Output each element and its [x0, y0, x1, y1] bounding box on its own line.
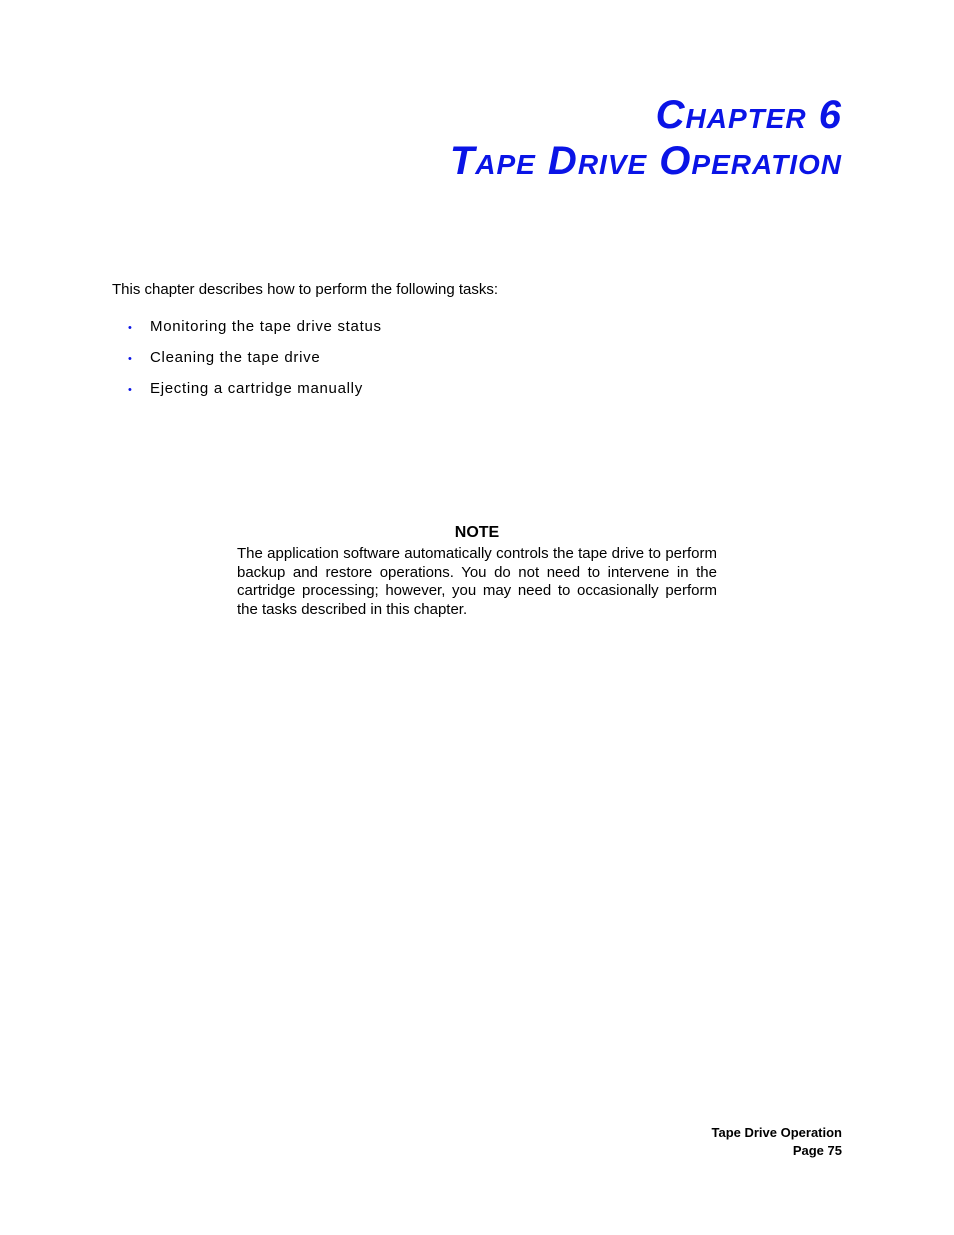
bullet-icon: • [128, 384, 133, 396]
page-footer [711, 1124, 842, 1160]
bullet-icon: • [128, 322, 133, 334]
task-text: Monitoring the tape drive status [150, 318, 382, 335]
note-box [237, 523, 717, 619]
footer-page-number: Page 75 [792, 1143, 842, 1158]
note-body: The application software automatically controls the tape drive to perform backup and restore operations. You do not need to intervene in the cartridge processing; however, you may need to occasionally perform the tasks described in this chapter. [237, 545, 717, 618]
chapter-heading [450, 92, 842, 184]
task-text: Cleaning the tape drive [150, 349, 321, 366]
intro-paragraph: This chapter describes how to perform the following tasks: [112, 281, 499, 298]
footer-section-title: Tape Drive Operation [711, 1125, 842, 1140]
bullet-icon: • [128, 353, 133, 365]
note-title: NOTE [454, 524, 500, 541]
task-text: Ejecting a cartridge manually [150, 380, 363, 397]
chapter-number: Chapter 6 [655, 93, 842, 137]
chapter-title: Tape Drive Operation [449, 139, 842, 183]
